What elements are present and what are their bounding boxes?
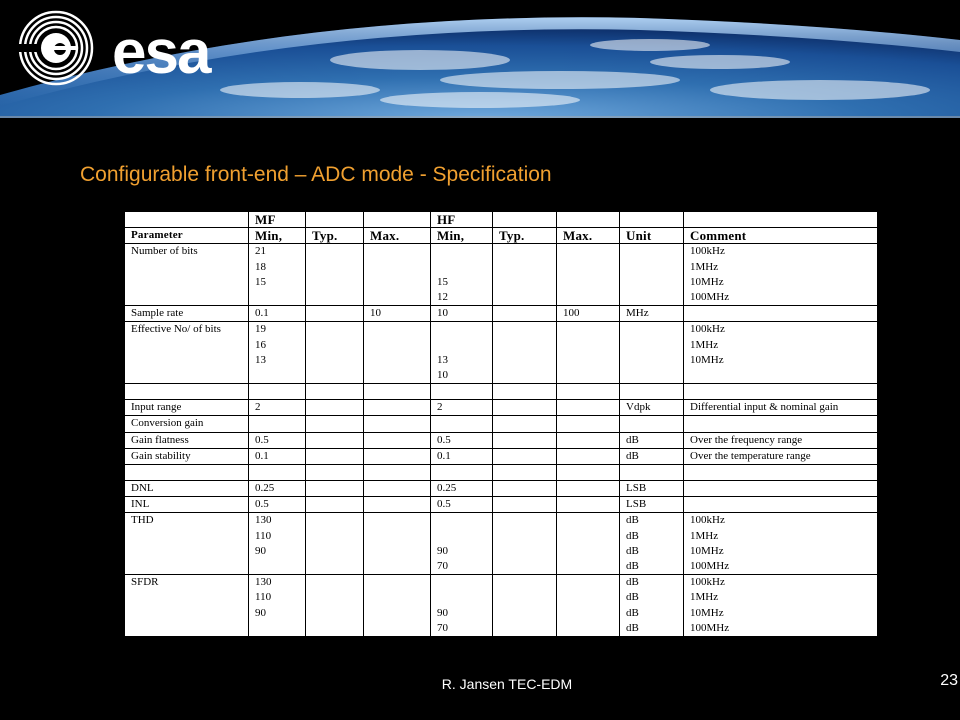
table-cell: 90 70 <box>431 575 493 637</box>
table-cell: Min, <box>249 228 306 244</box>
table-cell <box>557 432 620 448</box>
table-cell <box>684 384 878 400</box>
table-cell <box>493 400 557 416</box>
table-cell <box>306 448 364 464</box>
table-cell <box>557 497 620 513</box>
table-cell: Comment <box>684 228 878 244</box>
table-row <box>125 448 878 464</box>
esa-swirl-icon <box>14 8 104 88</box>
table-cell: Unit <box>620 228 684 244</box>
table-cell <box>684 416 878 432</box>
table-cell <box>684 212 878 228</box>
table-cell: 19 16 13 <box>249 322 306 384</box>
esa-logo <box>14 8 234 88</box>
table-cell <box>493 212 557 228</box>
table-cell <box>620 322 684 384</box>
table-cell <box>493 384 557 400</box>
table-cell <box>557 416 620 432</box>
table-cell <box>493 513 557 575</box>
table-cell <box>364 244 431 306</box>
table-row <box>125 465 878 481</box>
table-cell <box>364 513 431 575</box>
table-cell <box>364 432 431 448</box>
footer <box>0 676 960 692</box>
table-cell: Gain stability <box>125 448 249 464</box>
table-cell: 0.5 <box>249 432 306 448</box>
table-cell <box>306 400 364 416</box>
table-cell <box>557 244 620 306</box>
group-header-row <box>125 212 878 228</box>
table-cell: Over the temperature range <box>684 448 878 464</box>
table-cell <box>249 465 306 481</box>
table-cell <box>557 481 620 497</box>
table-cell <box>306 481 364 497</box>
table-cell <box>306 244 364 306</box>
table-cell <box>557 465 620 481</box>
table-cell: SFDR <box>125 575 249 637</box>
table-cell: 13 10 <box>431 322 493 384</box>
table-cell <box>493 481 557 497</box>
table-cell: Parameter <box>125 228 249 244</box>
table-cell <box>620 465 684 481</box>
table-cell <box>306 212 364 228</box>
table-cell: THD <box>125 513 249 575</box>
table-cell <box>493 322 557 384</box>
table-cell: Typ. <box>306 228 364 244</box>
table-cell: LSB <box>620 481 684 497</box>
table-cell: LSB <box>620 497 684 513</box>
table-cell: 100 <box>557 306 620 322</box>
table-cell <box>364 575 431 637</box>
table-cell <box>364 400 431 416</box>
table-cell <box>557 448 620 464</box>
table-cell: 100kHz 1MHz 10MHz <box>684 322 878 384</box>
table-cell <box>306 384 364 400</box>
table-cell: 100kHz 1MHz 10MHz 100MHz <box>684 575 878 637</box>
esa-logo-text: esa <box>112 18 210 87</box>
table-cell <box>431 384 493 400</box>
table-cell: Differential input & nominal gain <box>684 400 878 416</box>
table-cell <box>364 497 431 513</box>
table-cell <box>684 481 878 497</box>
table-cell: Over the frequency range <box>684 432 878 448</box>
table-row <box>125 432 878 448</box>
table-row <box>125 384 878 400</box>
table-cell: dB dB dB dB <box>620 513 684 575</box>
table-cell <box>557 513 620 575</box>
table-cell: DNL <box>125 481 249 497</box>
table-cell <box>125 384 249 400</box>
table-cell <box>684 465 878 481</box>
table-cell <box>306 322 364 384</box>
table-cell <box>493 244 557 306</box>
table-cell <box>306 575 364 637</box>
table-row <box>125 306 878 322</box>
earth-banner <box>0 0 960 118</box>
table-cell <box>249 384 306 400</box>
table-cell: 10 <box>364 306 431 322</box>
table-cell: Number of bits <box>125 244 249 306</box>
table-cell: 0.5 <box>249 497 306 513</box>
table-cell: dB dB dB dB <box>620 575 684 637</box>
table-cell: 2 <box>431 400 493 416</box>
table-cell <box>306 306 364 322</box>
table-cell <box>493 497 557 513</box>
table-cell: Vdpk <box>620 400 684 416</box>
table-cell <box>364 322 431 384</box>
table-cell: Max. <box>557 228 620 244</box>
table-cell <box>684 306 878 322</box>
table-cell <box>620 244 684 306</box>
table-cell <box>493 432 557 448</box>
table-cell <box>431 465 493 481</box>
table-row <box>125 513 878 575</box>
table-cell: 90 70 <box>431 513 493 575</box>
table-cell: Conversion gain <box>125 416 249 432</box>
table-cell <box>364 416 431 432</box>
table-cell <box>620 416 684 432</box>
table-cell <box>364 384 431 400</box>
table-cell <box>364 465 431 481</box>
table-cell <box>125 465 249 481</box>
table-row <box>125 400 878 416</box>
specification-table <box>124 211 878 637</box>
table-row <box>125 497 878 513</box>
table-cell: 130 110 90 <box>249 513 306 575</box>
table-cell: Min, <box>431 228 493 244</box>
table-cell: MF <box>249 212 306 228</box>
table-row <box>125 244 878 306</box>
table-cell: MHz <box>620 306 684 322</box>
page-number: 23 <box>940 672 958 689</box>
table-cell: 130 110 90 <box>249 575 306 637</box>
table-cell: 0.25 <box>249 481 306 497</box>
table-cell <box>431 416 493 432</box>
table-cell <box>493 416 557 432</box>
table-cell: 0.5 <box>431 432 493 448</box>
table-cell <box>306 465 364 481</box>
table-cell: INL <box>125 497 249 513</box>
table-cell <box>557 212 620 228</box>
table-cell <box>493 465 557 481</box>
table-cell <box>493 306 557 322</box>
table-cell: 2 <box>249 400 306 416</box>
table-cell: 21 18 15 <box>249 244 306 306</box>
table-cell: 0.1 <box>431 448 493 464</box>
table-cell: 0.1 <box>249 448 306 464</box>
table-cell: Typ. <box>493 228 557 244</box>
table-row <box>125 322 878 384</box>
table-cell: HF <box>431 212 493 228</box>
table-cell <box>684 497 878 513</box>
table-cell <box>493 575 557 637</box>
table-cell <box>364 481 431 497</box>
table-cell: Sample rate <box>125 306 249 322</box>
table-cell: 0.5 <box>431 497 493 513</box>
column-header-row <box>125 228 878 244</box>
table-cell <box>557 575 620 637</box>
footer-author: R. Jansen TEC-EDM <box>441 676 573 692</box>
table-cell: 10 <box>431 306 493 322</box>
table-cell <box>364 212 431 228</box>
table-row <box>125 575 878 637</box>
table-row <box>125 416 878 432</box>
table-cell: dB <box>620 432 684 448</box>
table-cell: Input range <box>125 400 249 416</box>
table-cell <box>364 448 431 464</box>
table-cell: Max. <box>364 228 431 244</box>
table-cell: Gain flatness <box>125 432 249 448</box>
table-cell <box>557 400 620 416</box>
table-cell <box>306 513 364 575</box>
table-cell: 15 12 <box>431 244 493 306</box>
table-cell: 0.25 <box>431 481 493 497</box>
table-cell: Effective No/ of bits <box>125 322 249 384</box>
table-cell: 100kHz 1MHz 10MHz 100MHz <box>684 513 878 575</box>
slide-title: Configurable front-end – ADC mode - Specification <box>80 163 552 186</box>
table-row <box>125 481 878 497</box>
table-cell <box>557 384 620 400</box>
table-cell <box>306 416 364 432</box>
table-cell <box>306 432 364 448</box>
table-cell: 100kHz 1MHz 10MHz 100MHz <box>684 244 878 306</box>
table-cell <box>125 212 249 228</box>
table-cell: 0.1 <box>249 306 306 322</box>
table-cell <box>493 448 557 464</box>
table-cell <box>306 497 364 513</box>
table-cell <box>620 212 684 228</box>
table-cell <box>249 416 306 432</box>
table-cell <box>620 384 684 400</box>
table-cell <box>557 322 620 384</box>
table-cell: dB <box>620 448 684 464</box>
